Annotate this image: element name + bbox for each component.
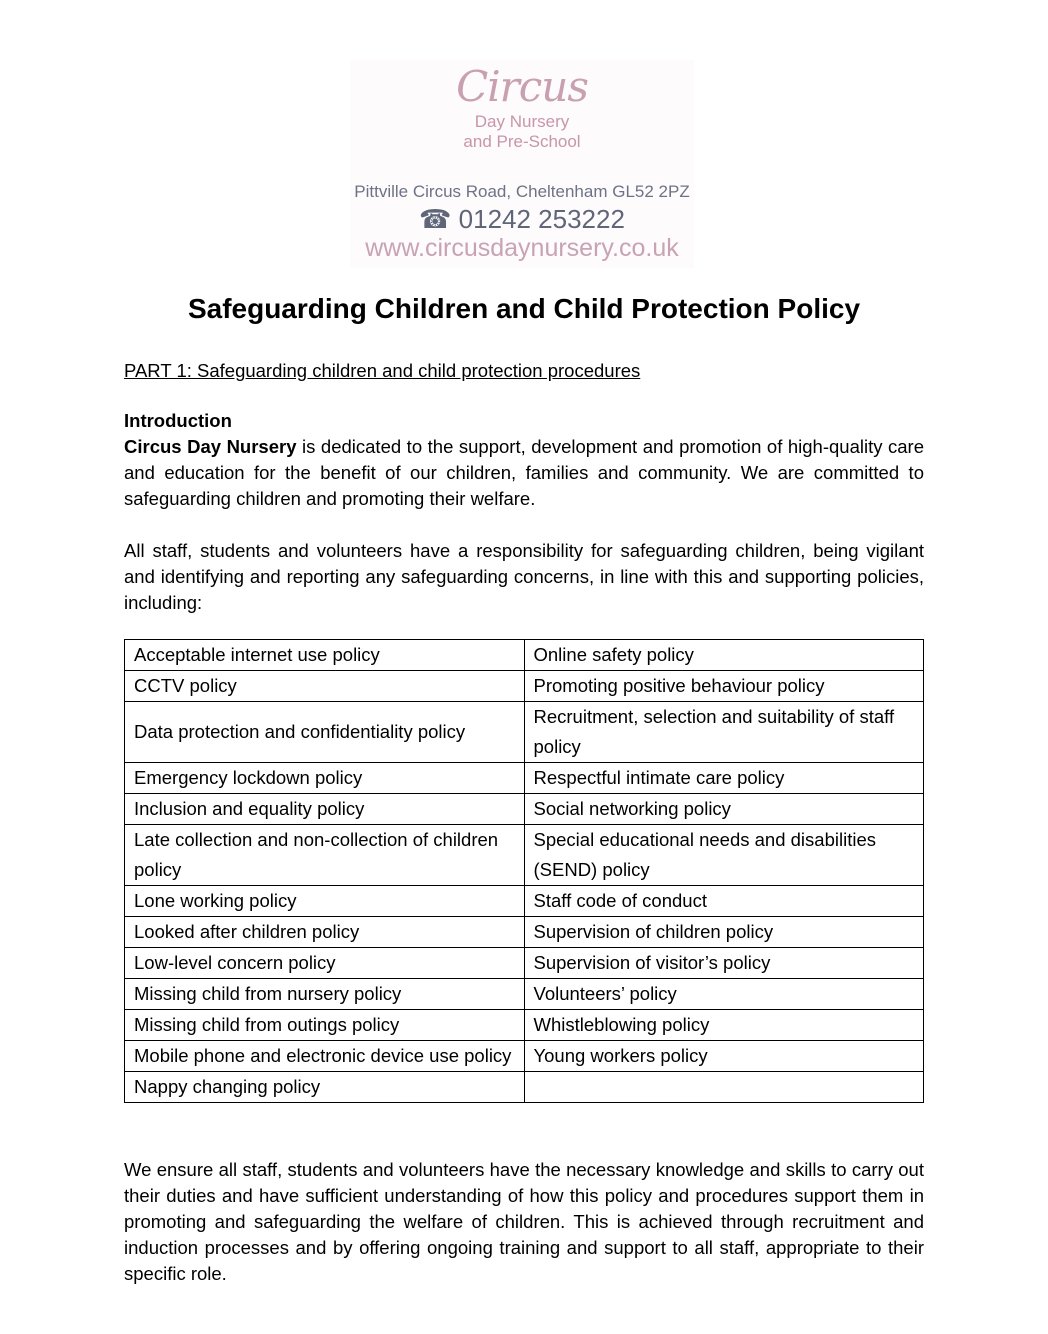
- policy-cell-left: Low-level concern policy: [125, 948, 525, 979]
- policy-cell-right: Special educational needs and disabilities (SEND) policy: [524, 825, 924, 886]
- table-row: [125, 825, 924, 886]
- logo-address: Pittville Circus Road, Cheltenham GL52 2PZ: [354, 182, 690, 201]
- table-row: [125, 671, 924, 702]
- policy-cell-right: Social networking policy: [524, 794, 924, 825]
- policy-cell-left: Acceptable internet use policy: [125, 640, 525, 671]
- policy-cell-left: Inclusion and equality policy: [125, 794, 525, 825]
- policy-cell-left: Missing child from outings policy: [125, 1010, 525, 1041]
- intro-text: is dedicated to the support, development and promotion of high-quality care and education for the benefit of our children, families and community. We are committed to safeguarding children and promoting their welfare.: [124, 436, 924, 509]
- policy-cell-left: Late collection and non-collection of children policy: [125, 825, 525, 886]
- table-row: [125, 917, 924, 948]
- table-row: [125, 702, 924, 763]
- responsibility-paragraph: All staff, students and volunteers have a responsibility for safeguarding children, being vigilant and identifying and reporting any safeguarding concerns, in line with this and supporting policies, including:: [124, 540, 924, 613]
- policy-cell-left: Emergency lockdown policy: [125, 763, 525, 794]
- policy-cell-left: Data protection and confidentiality policy: [125, 702, 525, 763]
- closing-paragraph: We ensure all staff, students and volunteers have the necessary knowledge and skills to carry out their duties and have sufficient understanding of how this policy and procedures support them in promoting and safeguarding the welfare of children. This is achieved through recruitment and induction processes and by offering ongoing training and support to all staff, appropriate to their specific role.: [124, 1159, 924, 1284]
- part-heading: PART 1: Safeguarding children and child protection procedures: [124, 360, 641, 381]
- nursery-name: Circus Day Nursery: [124, 436, 297, 457]
- table-row: [125, 886, 924, 917]
- policy-cell-right: Online safety policy: [524, 640, 924, 671]
- policy-cell-right: Volunteers’ policy: [524, 979, 924, 1010]
- policy-cell-left: CCTV policy: [125, 671, 525, 702]
- policy-cell-left: Nappy changing policy: [125, 1072, 525, 1103]
- nursery-logo: [350, 60, 694, 268]
- policy-cell-right: Supervision of children policy: [524, 917, 924, 948]
- logo-website: www.circusdaynursery.co.uk: [365, 234, 679, 262]
- table-row: [125, 1041, 924, 1072]
- policy-cell-left: Looked after children policy: [125, 917, 525, 948]
- logo-script-name: Circus: [456, 62, 588, 111]
- table-row: [125, 979, 924, 1010]
- table-row: [125, 640, 924, 671]
- table-row: [125, 794, 924, 825]
- policy-cell-left: Missing child from nursery policy: [125, 979, 525, 1010]
- policy-cell-left: Lone working policy: [125, 886, 525, 917]
- policies-table: [124, 639, 924, 1103]
- policy-cell-left: Mobile phone and electronic device use policy: [125, 1041, 525, 1072]
- policy-cell-right: [524, 1072, 924, 1103]
- logo-phone: 01242 253222: [458, 204, 625, 234]
- policy-cell-right: Respectful intimate care policy: [524, 763, 924, 794]
- policy-cell-right: Staff code of conduct: [524, 886, 924, 917]
- table-row: [125, 1072, 924, 1103]
- page-title: Safeguarding Children and Child Protection Policy: [187, 293, 861, 324]
- phone-icon: ☎: [419, 204, 452, 234]
- logo-line-1: Day Nursery: [474, 112, 570, 131]
- policies-table-body: [125, 640, 924, 1103]
- table-row: [125, 763, 924, 794]
- policy-cell-right: Whistleblowing policy: [524, 1010, 924, 1041]
- policy-cell-right: Young workers policy: [524, 1041, 924, 1072]
- logo-line-2: and Pre-School: [463, 132, 581, 151]
- policy-cell-right: Supervision of visitor’s policy: [524, 948, 924, 979]
- policy-cell-right: Promoting positive behaviour policy: [524, 671, 924, 702]
- table-row: [125, 1010, 924, 1041]
- policy-cell-right: Recruitment, selection and suitability of staff policy: [524, 702, 924, 763]
- intro-heading: Introduction: [124, 410, 232, 431]
- logo-phone-row: [350, 204, 694, 235]
- table-row: [125, 948, 924, 979]
- intro-paragraph: [124, 434, 924, 512]
